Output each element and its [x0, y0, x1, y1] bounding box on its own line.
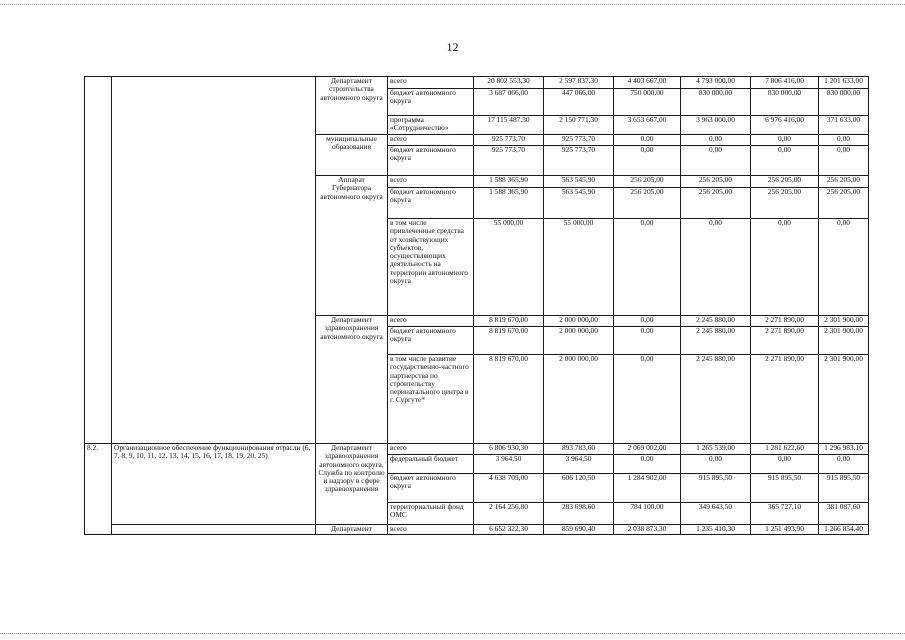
value-cell: 2 000 000,00 [544, 327, 614, 355]
value-cell: 6 806 930,30 [474, 444, 544, 455]
value-cell: 6 976 416,00 [751, 116, 819, 135]
value-cell: 830 000,00 [751, 89, 819, 116]
value-cell: 6 652 322,30 [474, 525, 544, 535]
value-cell: 0,00 [681, 219, 751, 316]
value-cell: 784 100,00 [614, 503, 681, 525]
value-cell: 925 773,70 [544, 146, 614, 176]
value-cell: 2 164 256,80 [474, 503, 544, 525]
value-cell: 8 819 670,00 [474, 355, 544, 444]
value-cell: 1 284 902,00 [614, 474, 681, 503]
value-cell: 2 245 880,00 [681, 327, 751, 355]
value-cell: 256 205,00 [681, 188, 751, 219]
value-cell: 1 588 365,90 [474, 176, 544, 188]
value-cell: 0,00 [681, 455, 751, 474]
value-cell: 2 000 000,00 [544, 355, 614, 444]
value-cell: 1 201 633,00 [819, 77, 869, 89]
value-cell: 256 205,00 [614, 188, 681, 219]
item-name-cell [112, 525, 316, 535]
value-cell: 0,00 [614, 327, 681, 355]
value-cell: 2 271 890,00 [751, 355, 819, 444]
value-cell: 20 802 553,30 [474, 77, 544, 89]
value-cell: 2 271 890,00 [751, 316, 819, 327]
value-cell: 2 301 900,00 [819, 327, 869, 355]
value-cell: 3 964,50 [474, 455, 544, 474]
department-cell: Аппарат Губернатора автономного округа [316, 176, 388, 316]
item-number-cell: 8.2. [85, 444, 112, 535]
value-cell: 4 638 709,00 [474, 474, 544, 503]
value-cell: 0,00 [681, 146, 751, 176]
value-cell: 0,00 [819, 135, 869, 146]
value-cell: 8 819 670,00 [474, 316, 544, 327]
value-cell: 893 783,60 [544, 444, 614, 455]
source-cell: всего [388, 444, 474, 455]
value-cell: 1 265 539,00 [681, 444, 751, 455]
value-cell: 256 205,00 [819, 176, 869, 188]
value-cell: 925 773,70 [544, 135, 614, 146]
value-cell: 2 301 900,00 [819, 355, 869, 444]
value-cell: 0,00 [614, 455, 681, 474]
value-cell: 3 687 066,00 [474, 89, 544, 116]
value-cell: 283 698,60 [544, 503, 614, 525]
source-cell: всего [388, 135, 474, 146]
value-cell: 0,00 [819, 219, 869, 316]
value-cell: 915 895,50 [751, 474, 819, 503]
source-cell: бюджет автономного округа [388, 188, 474, 219]
value-cell: 55 000,00 [474, 219, 544, 316]
value-cell: 0,00 [751, 455, 819, 474]
value-cell: 365 727,10 [751, 503, 819, 525]
value-cell: 3 963 000,00 [681, 116, 751, 135]
source-cell: всего [388, 176, 474, 188]
value-cell: 8 819 670,00 [474, 327, 544, 355]
source-cell: всего [388, 77, 474, 89]
table-row [85, 444, 869, 455]
value-cell: 256 205,00 [751, 176, 819, 188]
item-name-cell [112, 77, 316, 444]
value-cell: 915 895,50 [819, 474, 869, 503]
page-number: 12 [446, 40, 459, 54]
item-name-cell: Организационное обеспечение функционирования отрасли (6, 7, 8, 9, 10, 11, 12, 13, 14, 15, 16, 17, 18, 19, 20, 25) [112, 444, 316, 525]
source-cell: бюджет автономного округа [388, 474, 474, 503]
value-cell: 0,00 [681, 135, 751, 146]
value-cell: 0,00 [614, 135, 681, 146]
value-cell: 830 000,00 [681, 89, 751, 116]
value-cell: 256 205,00 [819, 188, 869, 219]
value-cell: 750 000,00 [614, 89, 681, 116]
value-cell: 2 597 837,30 [544, 77, 614, 89]
value-cell: 1 266 854,40 [819, 525, 869, 535]
value-cell: 0,00 [819, 146, 869, 176]
value-cell: 2 301 900,00 [819, 316, 869, 327]
source-cell: программа «Сотрудничество» [388, 116, 474, 135]
value-cell: 0,00 [614, 146, 681, 176]
table-row [85, 525, 869, 535]
value-cell: 563 545,90 [544, 176, 614, 188]
source-cell: бюджет автономного округа [388, 89, 474, 116]
value-cell: 0,00 [614, 316, 681, 327]
value-cell: 256 205,00 [681, 176, 751, 188]
value-cell: 0,00 [614, 355, 681, 444]
value-cell: 55 000,00 [544, 219, 614, 316]
value-cell: 7 806 416,00 [751, 77, 819, 89]
value-cell: 256 205,00 [751, 188, 819, 219]
value-cell: 925 773,70 [474, 135, 544, 146]
value-cell: 2 245 880,00 [681, 316, 751, 327]
value-cell: 2 069 002,00 [614, 444, 681, 455]
value-cell: 2 150 771,30 [544, 116, 614, 135]
source-cell: в том числе привлеченные средства от хозяйствующих субъектов, осуществляющих деятельность на территории автономного округа [388, 219, 474, 316]
scan-border-bottom [0, 633, 905, 634]
scan-border-top [0, 4, 905, 5]
value-cell: 0,00 [614, 219, 681, 316]
source-cell: федеральный бюджет [388, 455, 474, 474]
value-cell: 0,00 [751, 135, 819, 146]
table-row [85, 77, 869, 89]
value-cell: 0,00 [751, 219, 819, 316]
value-cell: 0,00 [751, 146, 819, 176]
value-cell: 859 690,40 [544, 525, 614, 535]
value-cell: 2 000 000,00 [544, 316, 614, 327]
value-cell: 915 895,50 [681, 474, 751, 503]
value-cell: 256 205,00 [614, 176, 681, 188]
source-cell: бюджет автономного округа [388, 327, 474, 355]
value-cell: 1 281 622,60 [751, 444, 819, 455]
department-cell: Департамент строительства автономного округа [316, 77, 388, 135]
value-cell: 1 251 493,90 [751, 525, 819, 535]
value-cell: 1 588 365,90 [474, 188, 544, 219]
value-cell: 4 793 000,00 [681, 77, 751, 89]
value-cell: 1 296 983,10 [819, 444, 869, 455]
department-cell: муниципальные образования [316, 135, 388, 176]
value-cell: 606 120,50 [544, 474, 614, 503]
value-cell: 3 964,50 [544, 455, 614, 474]
value-cell: 17 115 487,30 [474, 116, 544, 135]
value-cell: 2 038 873,30 [614, 525, 681, 535]
value-cell: 381 087,60 [819, 503, 869, 525]
value-cell: 447 066,00 [544, 89, 614, 116]
department-cell: Департамент здравоохранения автономного округа [316, 316, 388, 444]
source-cell: в том числе развитие государственно-частного партнерства по строительству перинатального центра в г. Сургуте* [388, 355, 474, 444]
source-cell: территориальный фонд ОМС [388, 503, 474, 525]
value-cell: 2 271 890,00 [751, 327, 819, 355]
value-cell: 1 235 410,30 [681, 525, 751, 535]
value-cell: 371 633,00 [819, 116, 869, 135]
source-cell: всего [388, 525, 474, 535]
item-number-cell [85, 77, 112, 444]
value-cell: 563 545,90 [544, 188, 614, 219]
value-cell: 349 643,50 [681, 503, 751, 525]
value-cell: 4 403 667,00 [614, 77, 681, 89]
source-cell: бюджет автономного округа [388, 146, 474, 176]
value-cell: 830 000,00 [819, 89, 869, 116]
value-cell: 925 773,70 [474, 146, 544, 176]
value-cell: 0,00 [819, 455, 869, 474]
budget-table [84, 76, 869, 535]
source-cell: всего [388, 316, 474, 327]
department-cell: Департамент здравоохранения автономного округа, Служба по контролю и надзору в сфере здравоохранения [316, 444, 388, 525]
department-cell: Департамент [316, 525, 388, 535]
value-cell: 3 653 667,00 [614, 116, 681, 135]
value-cell: 2 245 880,00 [681, 355, 751, 444]
